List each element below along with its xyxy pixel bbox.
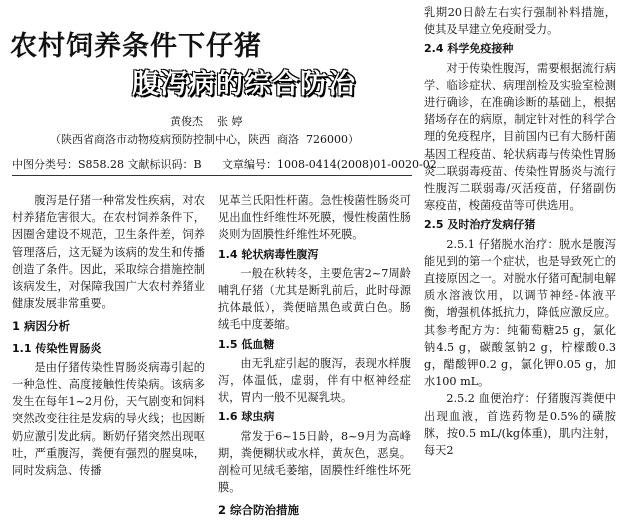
section-1-6-paragraph: 常发于6~15日龄，8~9月为高峰期，粪便糊状或水样，黄灰色，恶臭。剖检可见绒毛萎缩，固膜性纤维性坏死膜。 <box>218 429 411 495</box>
affiliation: （陕西省商洛市动物疫病预防控制中心，陕西 商洛 726000） <box>50 133 359 146</box>
classification-number: 中图分类号：S858.28 文献标识码：B <box>12 158 202 171</box>
section-1-1-paragraph: 是由仔猪传染性胃肠炎病毒引起的一种急性、高度接触性传染病。该病多发生在每年1~2月份，天气剧变和饲料突然改变往往是发病的导火线；也因断奶应激引发此病。断奶仔猪突然出现呕吐，严重腹泻，粪便有强烈的腥臭味，同时发病急、传播 <box>12 360 205 478</box>
section-2-heading: 2 综合防治措施 <box>218 503 300 518</box>
section-1-6-heading: 1.6 球虫病 <box>218 410 275 424</box>
article-title-line-1: 农村饲养条件下仔猪 <box>10 31 262 62</box>
section-1-heading: 1 病因分析 <box>12 319 71 334</box>
section-2-4-heading: 2.4 科学免疫接种 <box>424 42 514 56</box>
section-1-4-paragraph: 一般在秋转冬，主要危害2~7周龄哺乳仔猪（尤其是断乳前后，此时母源抗体最低），粪便暗黑色或黄白色。肠绒毛中度萎缩。 <box>218 266 411 332</box>
section-1-4-heading: 1.4 轮状病毒性腹泻 <box>218 247 319 261</box>
section-2-5-2-paragraph: 2.5.2 血便治疗：仔猪腹泻粪便中出现血液，首选药物是0.5%的磺胺脒，按0.5 mL/(kg体重)，肌内注射，每天2 <box>424 392 616 458</box>
header-divider <box>12 175 412 176</box>
continued-paragraph: 见革兰氏阳性杆菌。急性梭菌性肠炎可见出血性纤维性坏死膜，慢性梭菌性肠炎则为固膜性纤维性坏死膜。 <box>218 194 411 242</box>
article-title-line-2: 腹泻病的综合防治 <box>132 69 356 100</box>
column-3 <box>424 4 616 459</box>
section-1-5-heading: 1.5 低血糖 <box>218 337 275 351</box>
authors: 黄俊杰 张 婷 <box>170 115 243 128</box>
section-1-5-paragraph: 由无乳症引起的腹泻，表现水样腹泻，体温低，虚弱，伴有中枢神经症状，胃内一般不见凝乳块。 <box>218 356 411 405</box>
column-1 <box>12 192 205 479</box>
article-number: 文章编号：1008-0414(2008)01-0020-02 <box>222 158 437 171</box>
column-2 <box>218 192 411 520</box>
continued-paragraph-col3: 乳期20日龄左右实行强制补料措施，使其及早建立免疫耐受力。 <box>424 6 616 37</box>
section-2-4-paragraph: 对于传染性腹泻，需要根据流行病学、临诊症状、病理剖检及实验室检测进行确诊，在准确诊断的基础上，根据猪场存在的病原，制定针对性的科学合理的免疫程序，目前国内已有大肠杆菌基因工程疫苗、轮状病毒与传染性胃肠炎二联弱毒疫苗、传染性胃肠炎与流行性腹泻二联弱毒/灭活疫苗，仔猪副伤寒疫苗，梭菌疫苗等可供选用。 <box>424 61 616 213</box>
intro-paragraph: 腹泻是仔猪一种常发性疾病，对农村养猪危害很大。在农村饲养条件下，因圈舍建设不规范，卫生条件差，饲养管理落后，这无疑为该病的发生和传播创造了条件。因此，采取综合措施控制该病发生，对保障我国广大农村养猪业健康发展非常重要。 <box>12 194 205 311</box>
section-2-5-heading: 2.5 及时治疗发病仔猪 <box>424 218 536 232</box>
section-1-1-heading: 1.1 传染性胃肠炎 <box>12 341 102 355</box>
section-2-5-1-paragraph: 2.5.1 仔猪脱水治疗：脱水是腹泻能见到的第一个症状，也是导致死亡的直接原因之一。对脱水仔猪可配制电解质水溶液饮用，以调节神经-体液平衡，增强机体抵抗力，降低应激反应。其参考配方为：纯葡萄糖25 g，氯化钠4.5 g，碳酸氢钠2 g，柠檬酸0.3 g，醋酸钾0.2 g，氯化钾0.05 g，加水100 mL。 <box>424 237 616 389</box>
